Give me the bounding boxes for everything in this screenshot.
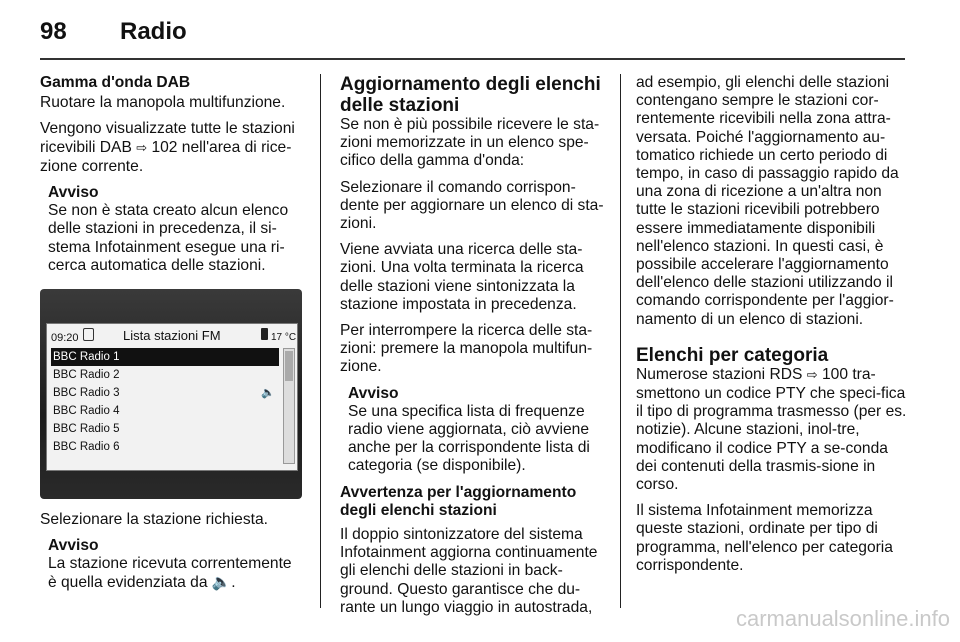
page-ref-icon: ⇨	[136, 140, 148, 156]
station-name: BBC Radio 2	[53, 369, 120, 382]
speaker-icon: 🔈	[261, 387, 275, 400]
note-title: Avviso	[48, 184, 99, 202]
note-title: Avviso	[348, 384, 399, 402]
station-list-item[interactable]	[51, 402, 279, 420]
note-text: La stazione ricevuta correntemente è quella evidenziata da 🔈.	[48, 555, 292, 591]
note	[340, 385, 608, 476]
clock: 09:20	[51, 332, 79, 345]
paragraph: Il doppio sintonizzatore del sistema Infotainment aggiorna continuamente gli elenchi delle stazioni in back-ground. Questo garantisce che du-rante un lungo viaggio in autostrada,	[340, 526, 598, 616]
paragraph: ad esempio, gli elenchi delle stazioni contengano sempre le stazioni cor-rentemente ricevibili nella zona attra-versata. Poiché l'aggiornamento au-tomatico richiede un certo periodo di tempo, in caso di passaggio rapido da una zona di ricezione a un'altra non tutte le stazioni ricevibili potrebbero essere immediatamente disponibili nell'elenco stazioni. In questi casi, è possibile accelerare l'aggiornamento dell'elenco delle stazioni utilizzando il comando corrispondente per l'aggior-namento di un elenco di stazioni.	[636, 74, 899, 328]
infotainment-screen-image	[40, 289, 302, 499]
station-list-item[interactable]	[51, 366, 279, 384]
heading-dab: Gamma d'onda DAB	[40, 74, 191, 91]
column-3	[636, 74, 908, 583]
station-name: BBC Radio 4	[53, 405, 120, 418]
column-divider	[620, 74, 621, 608]
paragraph: Numerose stazioni RDS ⇨ 100 tra-smettono un codice PTY che speci-fica il tipo di programma trasmesso (per es. notizie). Alcune stazioni, inol-tre, modificano il codice PTY a se-conda dei contenuti della trasmis-sione in corso.	[636, 365, 907, 494]
note-text: Se non è stata creato alcun elenco delle stazioni in precedenza, il si-stema Infotainment esegue una ri-cerca automatica delle stazioni.	[48, 202, 289, 274]
station-list-item[interactable]	[51, 420, 279, 438]
column-2	[340, 74, 608, 625]
station-name: BBC Radio 3	[53, 387, 120, 400]
page-ref: 102	[151, 138, 178, 156]
station-list-item[interactable]	[51, 384, 279, 402]
station-name: BBC Radio 1	[53, 351, 120, 364]
speaker-icon: 🔈	[211, 573, 232, 591]
page-header	[40, 18, 187, 46]
page-ref-icon: ⇨	[806, 367, 818, 383]
paragraph: Se non è più possibile ricevere le sta-zioni memorizzate in un elenco spe-cifico della gamma d'onda:	[340, 116, 600, 170]
scrollbar	[283, 348, 295, 464]
note-title: Avviso	[48, 537, 99, 555]
heading-update: Aggiornamento degli elenchi delle stazioni	[340, 74, 601, 116]
check-icon	[83, 328, 94, 341]
phone-icon	[261, 328, 268, 340]
paragraph: Vengono visualizzate tutte le stazioni ricevibili DAB ⇨ 102 nell'area di rice-zione corrente.	[40, 120, 295, 175]
page-number: 98	[40, 18, 67, 45]
paragraph: Per interrompere la ricerca delle sta-zioni: premere la manopola multifun-zione.	[340, 322, 593, 376]
heading-category: Elenchi per categoria	[636, 344, 829, 366]
column-divider	[320, 74, 321, 608]
station-list-item[interactable]	[51, 438, 279, 456]
station-list-item[interactable]	[51, 348, 279, 366]
station-name: BBC Radio 5	[53, 423, 120, 436]
heading-warning: Avvertenza per l'aggiornamento degli elenchi stazioni	[340, 483, 577, 519]
header-rule	[40, 58, 905, 60]
display-title: Lista stazioni FM	[123, 328, 221, 344]
paragraph: Viene avviata una ricerca delle sta-zioni. Una volta terminata la ricerca delle stazioni viene sintonizzata la stazione impostata in precedenza.	[340, 241, 584, 313]
note-text: Se una specifica lista di frequenze radio viene aggiornata, ciò avviene anche per la corrispondente lista di categoria (se disponibile).	[348, 402, 590, 475]
temperature: 17 °C	[271, 332, 297, 344]
page-ref: 100	[821, 365, 849, 383]
section-title: Radio	[120, 18, 187, 45]
station-list	[51, 348, 279, 456]
station-name: BBC Radio 6	[53, 441, 120, 454]
paragraph: Il sistema Infotainment memorizza queste stazioni, ordinate per tipo di programma, nell'elenco per categoria corrispondente.	[636, 502, 893, 574]
note	[40, 184, 302, 275]
note	[40, 537, 302, 592]
scroll-thumb	[285, 351, 293, 381]
paragraph: Ruotare la manopola multifunzione.	[40, 94, 286, 112]
paragraph: Selezionare la stazione richiesta.	[40, 511, 268, 529]
column-1	[40, 74, 302, 600]
paragraph: Selezionare il comando corrispon-dente per aggiornare un elenco di sta-zioni.	[340, 178, 604, 233]
display-top-bar	[47, 324, 297, 346]
station-list-display	[46, 323, 298, 471]
watermark: carmanualsonline.info	[735, 606, 950, 631]
